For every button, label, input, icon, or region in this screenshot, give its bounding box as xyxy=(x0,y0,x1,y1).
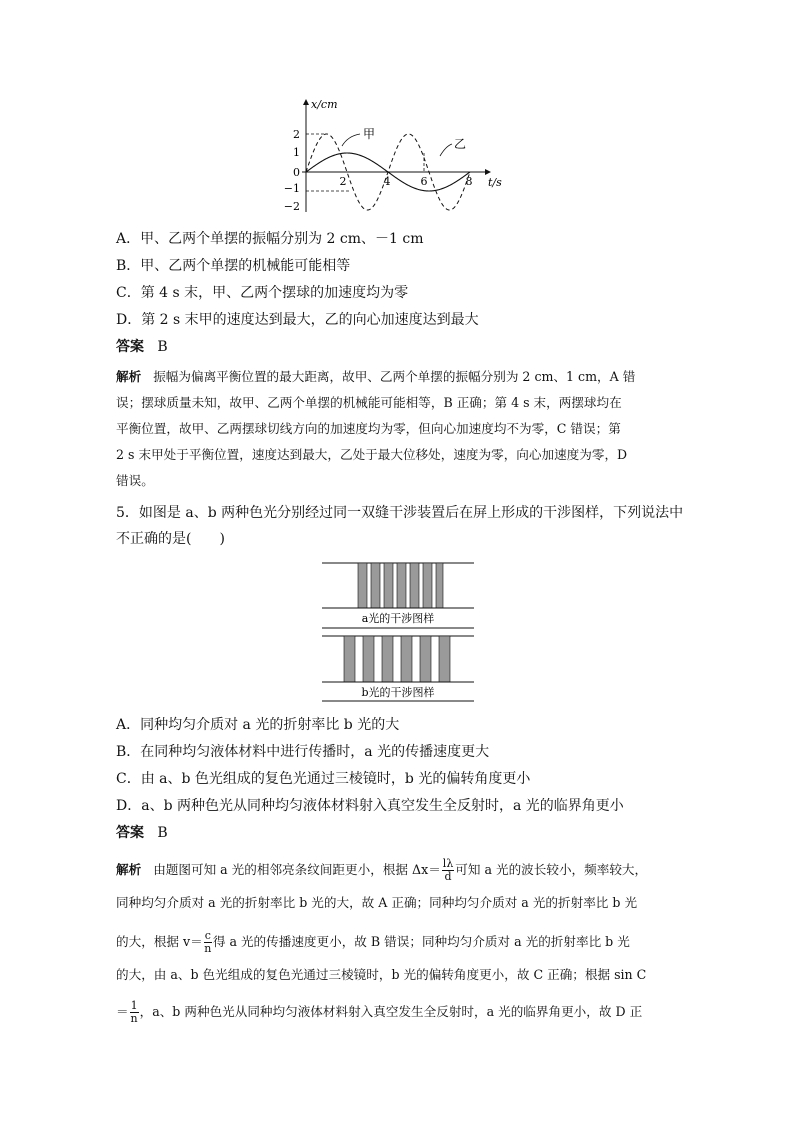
label-yi: 乙 xyxy=(454,137,467,151)
q5-explanation-line-1 xyxy=(116,858,680,883)
q4-explanation-line-3: 平衡位置，故甲、乙两摆球切线方向的加速度均为零，但向心加速度均不为零，C 错误；第 xyxy=(116,421,621,436)
caption-a: a光的干涉图样 xyxy=(361,612,435,625)
fringe-a-5 xyxy=(410,563,419,608)
x-tick-2: 2 xyxy=(339,175,347,188)
q4-option-c: C．第 4 s 末，甲、乙两个摆球的加速度均为零 xyxy=(116,285,409,301)
q5-option-d: D．a、b 两种色光从同种均匀液体材料射入真空发生全反射时，a 光的临界角更小 xyxy=(116,798,624,814)
y-axis-label: x/cm xyxy=(311,98,338,111)
frac-denominator: n xyxy=(204,942,212,955)
q5-explanation-line-3 xyxy=(116,930,680,955)
fringe-a-2 xyxy=(371,563,380,608)
frac-numerator: c xyxy=(204,929,211,942)
caption-b: b光的干涉图样 xyxy=(361,686,435,699)
fringe-a-3 xyxy=(384,563,393,608)
interference-figure xyxy=(318,556,478,708)
frac-denominator: n xyxy=(130,1012,138,1025)
y-tick-neg1: −1 xyxy=(283,182,300,195)
fringe-a-4 xyxy=(397,563,406,608)
q5-explanation-line-4: 的大，由 a、b 色光组成的复色光通过三棱镜时，b 光的偏转角度更小，故 C 正确；根据 sin C xyxy=(116,967,647,982)
q4-explanation-line-5: 错误。 xyxy=(116,473,154,488)
fringe-a-6 xyxy=(423,563,432,608)
q5-expl-5-post: ，a、b 两种色光从同种均匀液体材料射入真空发生全反射时，a 光的临界角更小，故 D 正 xyxy=(139,1004,643,1019)
q5-answer xyxy=(116,824,168,842)
q5-expl-3-pre: 的大，根据 v＝ xyxy=(116,934,203,949)
frac-denominator: d xyxy=(444,870,452,883)
y-tick-neg2: −2 xyxy=(283,200,300,213)
formula-v-fraction xyxy=(204,930,212,955)
q5-option-b: B．在同种均匀液体材料中进行传播时，a 光的传播速度更大 xyxy=(116,744,490,760)
y-tick-2: 2 xyxy=(293,128,300,141)
fringe-b-2 xyxy=(363,636,374,682)
q5-expl-1-pre: 由题图可知 a 光的相邻亮条纹间距更小，根据 Δx＝ xyxy=(153,862,441,877)
pattern-a-fringes xyxy=(358,563,443,608)
x-tick-4: 4 xyxy=(383,175,391,188)
fringe-a-1 xyxy=(358,563,367,608)
q4-explanation-line-1 xyxy=(116,368,680,386)
formula-delta-x-fraction xyxy=(442,858,455,883)
fringe-b-4 xyxy=(401,636,412,682)
pattern-b-fringes xyxy=(344,636,450,682)
frac-numerator: 1 xyxy=(130,999,138,1012)
frac-numerator: lλ xyxy=(442,857,454,870)
q4-answer-label: 答案 xyxy=(116,339,144,355)
q5-option-c: C．由 a、b 色光组成的复色光通过三棱镜时，b 光的偏转角度更小 xyxy=(116,771,531,787)
q5-answer-label: 答案 xyxy=(116,825,144,841)
y-tick-0: 0 xyxy=(293,166,300,179)
x-tick-6: 6 xyxy=(420,175,428,188)
q4-option-b: B．甲、乙两个单摆的机械能可能相等 xyxy=(116,258,351,274)
fringe-b-6 xyxy=(439,636,450,682)
fringe-b-3 xyxy=(382,636,393,682)
q5-expl-3-post: 得 a 光的传播速度更小，故 B 错误；同种均匀介质对 a 光的折射率比 b 光 xyxy=(212,934,630,949)
y-tick-1: 1 xyxy=(293,146,300,159)
q4-option-d: D．第 2 s 末甲的速度达到最大，乙的向心加速度达到最大 xyxy=(116,312,479,328)
q5-explanation-line-5 xyxy=(116,1000,680,1025)
fringe-b-1 xyxy=(344,636,355,682)
q4-option-a: A．甲、乙两个单摆的振幅分别为 2 cm、－1 cm xyxy=(116,231,424,247)
q5-expl-1-post: 可知 a 光的波长较小，频率较大， xyxy=(455,862,648,877)
oscillation-graph xyxy=(280,96,510,220)
q5-stem-line-1: 5．如图是 a、b 两种色光分别经过同一双缝干涉装置后在屏上形成的干涉图样，下列说法中 xyxy=(116,505,684,521)
q5-answer-value: B xyxy=(157,825,168,841)
q4-answer-value: B xyxy=(157,339,168,355)
fringe-a-7 xyxy=(436,563,443,608)
leader-jia xyxy=(342,134,360,146)
q5-explanation-line-2: 同种均匀介质对 a 光的折射率比 b 光的大，故 A 正确；同种均匀介质对 a 光的折射率比 b 光 xyxy=(116,895,638,910)
formula-sinc-fraction xyxy=(130,1000,139,1025)
q4-explanation-line-4: 2 s 末甲处于平衡位置，速度达到最大，乙处于最大位移处，速度为零，向心加速度为零，D xyxy=(116,447,628,462)
q5-expl-5-pre: ＝ xyxy=(116,1004,129,1019)
q5-stem-line-2: 不正确的是( ) xyxy=(116,531,225,547)
label-jia: 甲 xyxy=(363,127,376,141)
q5-option-a: A．同种均匀介质对 a 光的折射率比 b 光的大 xyxy=(116,717,400,733)
x-axis-label: t/s xyxy=(488,176,502,189)
leader-yi xyxy=(440,144,452,156)
x-tick-8: 8 xyxy=(465,175,473,188)
q4-explanation-label: 解析 xyxy=(116,369,142,384)
fringe-b-5 xyxy=(420,636,431,682)
q4-answer xyxy=(116,338,168,356)
q5-explanation-label: 解析 xyxy=(116,862,142,877)
q4-explanation-line-2: 误；摆球质量未知，故甲、乙两个单摆的机械能可能相等，B 正确；第 4 s 末，两摆球均在 xyxy=(116,395,622,410)
q4-explanation-text-1: 振幅为偏离平衡位置的最大距离，故甲、乙两个单摆的振幅分别为 2 cm、1 cm，A 错 xyxy=(153,369,636,384)
